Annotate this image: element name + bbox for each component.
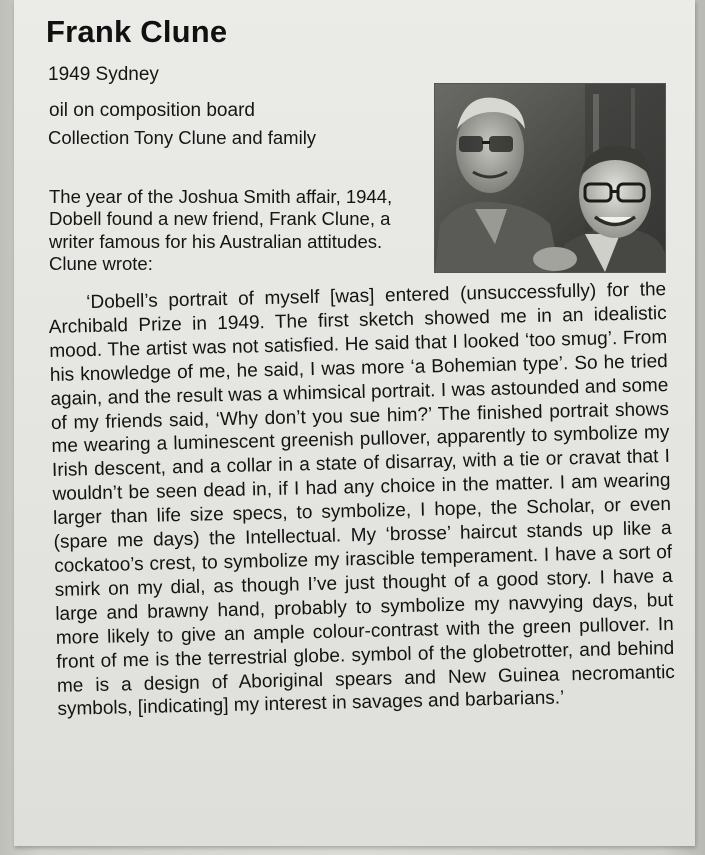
quote-indent [48, 308, 86, 309]
artwork-title: Frank Clune [46, 14, 228, 49]
year-place: 1949 Sydney [48, 64, 159, 85]
portrait-photo-image [435, 84, 665, 272]
portrait-photo [435, 84, 665, 272]
collection: Collection Tony Clune and family [48, 127, 317, 148]
quote-paragraph [48, 278, 676, 722]
medium: oil on composition board [49, 100, 255, 121]
intro-paragraph: The year of the Joshua Smith affair, 1944, Dobell found a new friend, Frank Clune, a writer famous for his Australian attitudes. Clune wrote: [49, 186, 393, 275]
quote-text: ‘Dobell’s portrait of myself [was] entered (unsuccessfully) for the Archibald Prize in 1949. The first sketch showed me in an idealistic mood. The artist was not satisfied. He said that I looked ‘too smug’. From his knowledge of me, he said, I was more ‘a Bohemian type’. So he tried again, and the result was a whimsical portrait. I was astounded and some of my friends said, ‘Why don’t you sue him?’ The finished portrait shows me wearing a luminescent greenish pullover, apparently to symbolize my Irish descent, and a collar in a state of disarray, with a tie or cravat that I wouldn’t be seen dead in, if I had any choice in the matter. I am wearing larger than life size specs, to symbolize, I hope, the Scholar, or even (spare me days) the Intellectual. My ‘brosse’ haircut stands up like a cockatoo’s crest, to symbolize my irascible temperament. I have a sort of smirk on my dial, as though I’ve just thought of a good story. I have a large and brawny hand, probably to symbolize my navvying days, but more likely to give an ample colour-contrast with the green pullover. In front of me is the terrestrial globe. symbol of the globetrotter, and behind me is a design of Aboriginal spears and New Guinea necromantic symbols, [indicating] my interest in savages and barbarians.’ [48, 278, 676, 721]
